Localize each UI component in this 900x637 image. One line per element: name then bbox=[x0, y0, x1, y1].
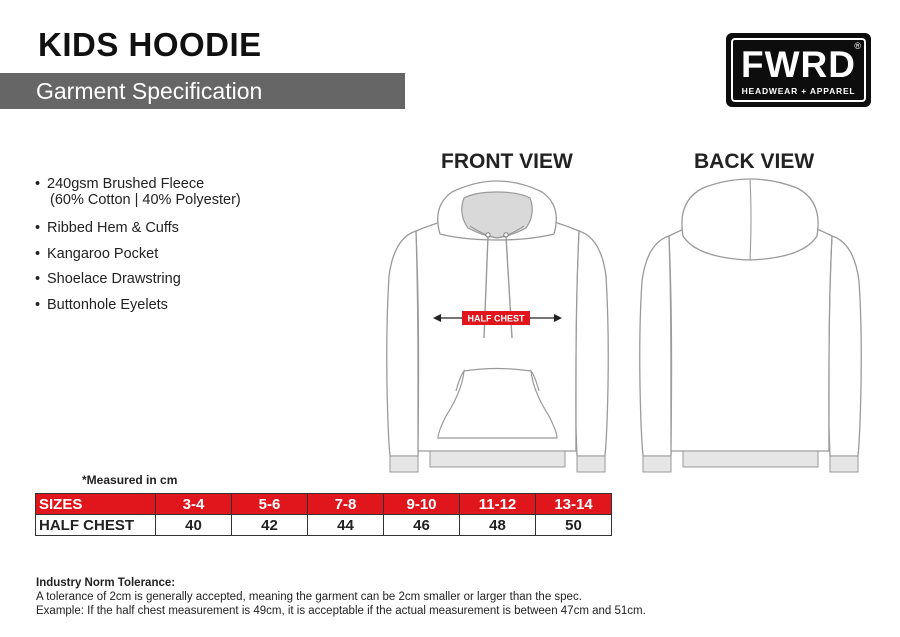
feature-item bbox=[35, 176, 241, 220]
registered-mark: ® bbox=[854, 41, 861, 51]
half-chest-row bbox=[36, 515, 612, 536]
logo-wordmark: FWRD bbox=[741, 44, 856, 85]
feature-text: Shoelace Drawstring bbox=[47, 271, 181, 287]
half-chest-value-cell: 40 bbox=[156, 515, 232, 536]
feature-list bbox=[35, 176, 241, 322]
back-view-label: BACK VIEW bbox=[694, 150, 815, 173]
half-chest-label: HALF CHEST bbox=[467, 313, 525, 324]
size-table bbox=[35, 493, 612, 536]
feature-text: Ribbed Hem & Cuffs bbox=[47, 220, 179, 236]
brand-logo bbox=[726, 33, 871, 107]
feature-subtext: (60% Cotton | 40% Polyester) bbox=[50, 192, 241, 208]
back-view-hoodie-illustration bbox=[633, 176, 868, 476]
tolerance-example: Example: If the half chest measurement is 49cm, it is acceptable if the actual measurement is between 47cm and 51cm. bbox=[36, 605, 646, 617]
feature-item bbox=[35, 246, 241, 272]
half-chest-value-cell: 48 bbox=[460, 515, 536, 536]
size-header-cell: 9-10 bbox=[384, 494, 460, 515]
size-header-cell: 11-12 bbox=[460, 494, 536, 515]
feature-text: Kangaroo Pocket bbox=[47, 245, 159, 262]
sizes-header-cell: SIZES bbox=[36, 494, 156, 515]
page-subtitle: Garment Specification bbox=[36, 78, 263, 104]
size-header-cell: 13-14 bbox=[536, 494, 612, 515]
feature-text: 240gsm Brushed Fleece bbox=[47, 176, 205, 192]
size-header-row bbox=[36, 494, 612, 515]
half-chest-value-cell: 44 bbox=[308, 515, 384, 536]
half-chest-value-cell: 50 bbox=[536, 515, 612, 536]
page-title: KIDS HOODIE bbox=[38, 26, 262, 63]
feature-item bbox=[35, 271, 241, 297]
tolerance-line: A tolerance of 2cm is generally accepted, meaning the garment can be 2cm smaller or larger than the spec. bbox=[36, 591, 582, 603]
measured-note: *Measured in cm bbox=[82, 473, 178, 487]
feature-text: Buttonhole Eyelets bbox=[47, 296, 168, 313]
tolerance-heading: Industry Norm Tolerance: bbox=[36, 577, 176, 589]
half-chest-value-cell: 42 bbox=[232, 515, 308, 536]
feature-item bbox=[35, 220, 241, 246]
front-view-hoodie-illustration bbox=[380, 176, 615, 476]
feature-item bbox=[35, 297, 241, 323]
size-header-cell: 3-4 bbox=[156, 494, 232, 515]
tolerance-note bbox=[36, 576, 646, 618]
size-header-cell: 5-6 bbox=[232, 494, 308, 515]
front-view-label: FRONT VIEW bbox=[441, 150, 573, 173]
size-header-cell: 7-8 bbox=[308, 494, 384, 515]
half-chest-value-cell: 46 bbox=[384, 515, 460, 536]
logo-tagline: HEADWEAR + APPAREL bbox=[741, 86, 856, 96]
half-chest-row-label: HALF CHEST bbox=[36, 515, 156, 536]
logo-frame bbox=[731, 38, 866, 102]
subtitle-bar bbox=[0, 73, 405, 109]
